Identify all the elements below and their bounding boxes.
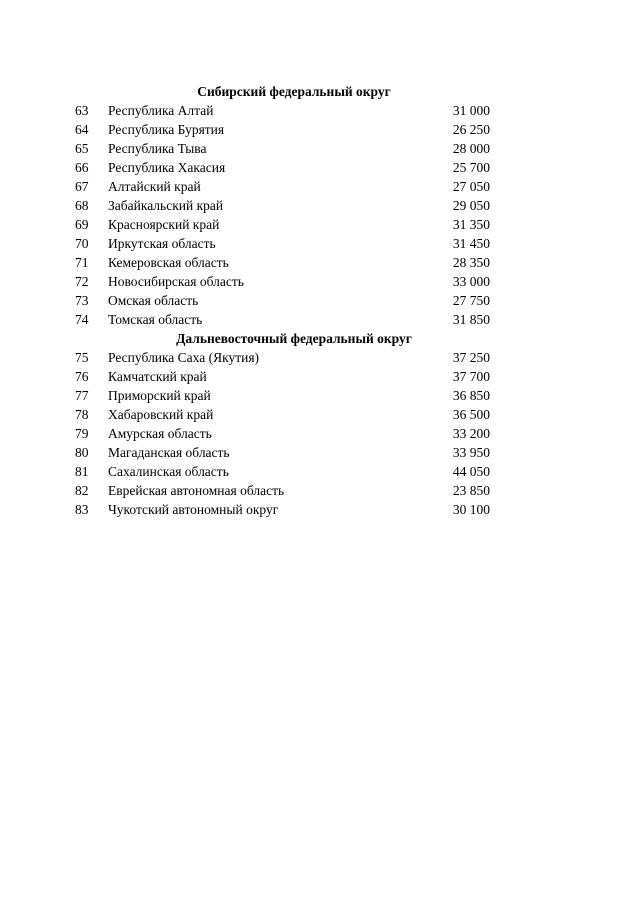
- table-row: [72, 196, 502, 215]
- region-value: 29 050: [452, 198, 490, 213]
- region-value: 33 200: [452, 426, 490, 441]
- table-row: [72, 348, 502, 367]
- region-name: Омская область: [108, 293, 199, 308]
- row-number: 63: [75, 103, 89, 118]
- region-value: 33 000: [452, 274, 490, 289]
- row-number: 80: [75, 445, 89, 460]
- row-number: 65: [75, 141, 89, 156]
- region-name: Сахалинская область: [108, 464, 229, 479]
- row-number: 70: [75, 236, 89, 251]
- table-row: [72, 101, 502, 120]
- row-number: 64: [75, 122, 89, 137]
- table-row: [72, 405, 502, 424]
- row-number: 69: [75, 217, 89, 232]
- region-name: Приморский край: [108, 388, 211, 403]
- region-name: Камчатский край: [108, 369, 207, 384]
- region-value: 28 350: [452, 255, 490, 270]
- region-value: 30 100: [452, 502, 490, 517]
- table-row: [72, 177, 502, 196]
- region-name: Республика Хакасия: [108, 160, 226, 175]
- row-number: 74: [75, 312, 89, 327]
- row-number: 82: [75, 483, 89, 498]
- region-name: Республика Тыва: [108, 141, 207, 156]
- row-number: 71: [75, 255, 89, 270]
- region-name: Еврейская автономная область: [108, 483, 285, 498]
- table-row: [72, 443, 502, 462]
- region-name: Республика Саха (Якутия): [108, 350, 260, 365]
- region-value: 31 000: [452, 103, 490, 118]
- region-name: Красноярский край: [108, 217, 220, 232]
- table-row: [72, 139, 502, 158]
- row-number: 73: [75, 293, 89, 308]
- table-row: [72, 215, 502, 234]
- region-name: Иркутская область: [108, 236, 216, 251]
- row-number: 67: [75, 179, 89, 194]
- region-name: Новосибирская область: [108, 274, 244, 289]
- table-row: [72, 424, 502, 443]
- region-value: 31 850: [452, 312, 490, 327]
- row-number: 77: [75, 388, 89, 403]
- table-row: [72, 481, 502, 500]
- region-name: Забайкальский край: [108, 198, 224, 213]
- table-row: [72, 386, 502, 405]
- region-table: [72, 82, 502, 519]
- table-row: [72, 253, 502, 272]
- section-title: Сибирский федеральный округ: [197, 84, 391, 99]
- region-name: Республика Бурятия: [108, 122, 225, 137]
- region-name: Кемеровская область: [108, 255, 229, 270]
- table-row: [72, 291, 502, 310]
- row-number: 68: [75, 198, 89, 213]
- table-row: [72, 500, 502, 519]
- row-number: 83: [75, 502, 89, 517]
- region-value: 26 250: [452, 122, 490, 137]
- region-value: 31 350: [452, 217, 490, 232]
- region-value: 27 050: [452, 179, 490, 194]
- table-row: [72, 120, 502, 139]
- region-value: 33 950: [452, 445, 490, 460]
- region-name: Чукотский автономный округ: [108, 502, 279, 517]
- region-value: 31 450: [452, 236, 490, 251]
- region-name: Амурская область: [108, 426, 212, 441]
- region-name: Республика Алтай: [108, 103, 214, 118]
- row-number: 79: [75, 426, 89, 441]
- row-number: 78: [75, 407, 89, 422]
- table-row: [72, 367, 502, 386]
- table-row: [72, 158, 502, 177]
- table-row: [72, 234, 502, 253]
- region-value: 25 700: [452, 160, 490, 175]
- region-value: 36 500: [452, 407, 490, 422]
- table-row: [72, 272, 502, 291]
- row-number: 72: [75, 274, 89, 289]
- row-number: 81: [75, 464, 89, 479]
- row-number: 76: [75, 369, 89, 384]
- table-row: [72, 310, 502, 329]
- region-value: 44 050: [452, 464, 490, 479]
- region-value: 37 250: [452, 350, 490, 365]
- region-name: Томская область: [108, 312, 203, 327]
- table-row: [72, 462, 502, 481]
- region-value: 23 850: [452, 483, 490, 498]
- region-name: Алтайский край: [108, 179, 201, 194]
- region-value: 28 000: [452, 141, 490, 156]
- row-number: 75: [75, 350, 89, 365]
- row-number: 66: [75, 160, 89, 175]
- region-name: Магаданская область: [108, 445, 230, 460]
- region-value: 37 700: [452, 369, 490, 384]
- region-name: Хабаровский край: [108, 407, 214, 422]
- region-value: 36 850: [452, 388, 490, 403]
- region-value: 27 750: [452, 293, 490, 308]
- section-title: Дальневосточный федеральный округ: [176, 331, 412, 346]
